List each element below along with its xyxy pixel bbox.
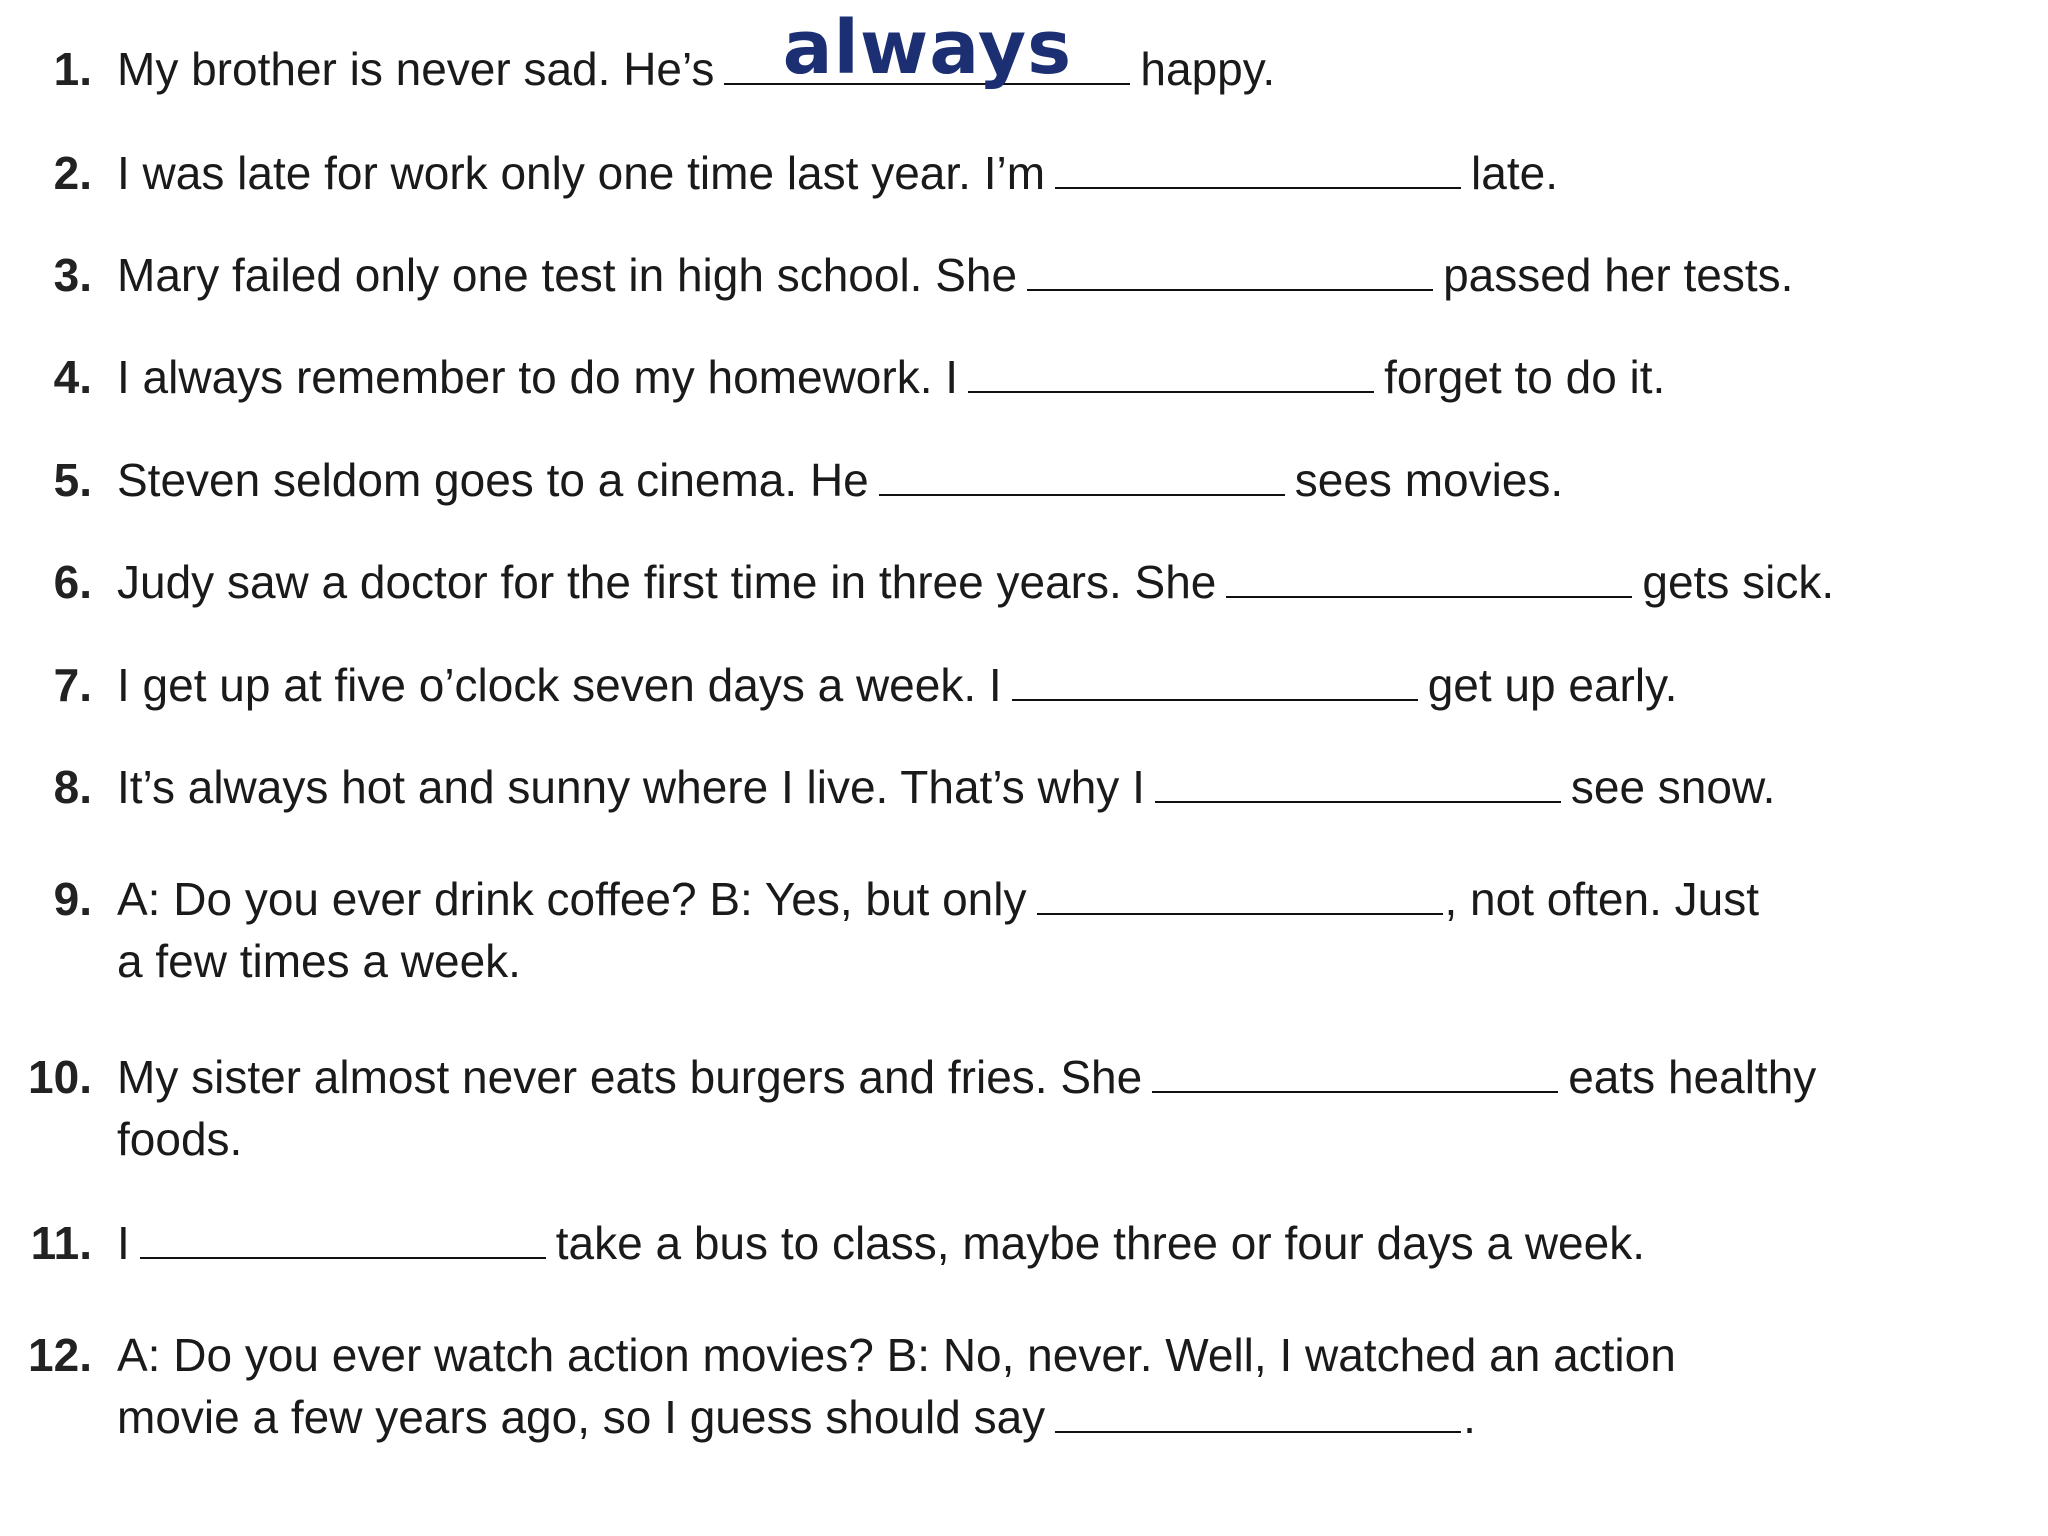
item-number: 9. bbox=[53, 873, 92, 925]
sentence-before-blank: My sister almost never eats burgers and fries. She bbox=[117, 1051, 1143, 1103]
item-text bbox=[117, 244, 1793, 306]
item-continuation bbox=[117, 1386, 1476, 1448]
answer-blank[interactable] bbox=[1027, 259, 1433, 291]
item-number: 1. bbox=[53, 43, 92, 95]
sentence-before-blank: A: Do you ever drink coffee? B: Yes, but only bbox=[117, 873, 1027, 925]
sentence-before-blank: My brother is never sad. He’s bbox=[117, 43, 715, 95]
handwritten-answer: always bbox=[782, 5, 1073, 91]
sentence-before-blank: I was late for work only one time last year. I’m bbox=[117, 147, 1046, 199]
item-text bbox=[117, 142, 1558, 204]
sentence-after-blank: eats healthy bbox=[1568, 1051, 1817, 1103]
answer-blank[interactable] bbox=[1055, 157, 1461, 189]
sentence-before-blank: I bbox=[117, 1217, 130, 1269]
sentence-before-blank: Judy saw a doctor for the first time in three years. She bbox=[117, 556, 1217, 608]
item-number: 3. bbox=[53, 249, 92, 301]
answer-blank[interactable] bbox=[1012, 669, 1418, 701]
item-text bbox=[117, 654, 1677, 716]
sentence-after-blank: passed her tests. bbox=[1443, 249, 1794, 301]
sentence-after-blank: see snow. bbox=[1570, 761, 1776, 813]
answer-blank[interactable] bbox=[140, 1227, 546, 1259]
sentence-after-blank: forget to do it. bbox=[1384, 351, 1666, 403]
item-number: 12. bbox=[28, 1329, 92, 1381]
sentence-before-blank: Mary failed only one test in high school. She bbox=[117, 249, 1018, 301]
exercise-item-9 bbox=[0, 868, 2000, 992]
answer-blank[interactable] bbox=[1152, 1061, 1558, 1093]
item-number: 6. bbox=[53, 556, 92, 608]
sentence-after-blank: gets sick. bbox=[1642, 556, 1835, 608]
item-continuation: foods. bbox=[117, 1113, 243, 1165]
answer-blank[interactable] bbox=[879, 464, 1285, 496]
item-number: 10. bbox=[28, 1051, 92, 1103]
item-text bbox=[117, 346, 1665, 408]
item-text bbox=[117, 5, 1276, 100]
sentence-after-blank: . bbox=[1463, 1391, 1476, 1443]
exercise-item-10 bbox=[0, 1046, 2000, 1170]
item-text bbox=[117, 1212, 1645, 1274]
item-number: 2. bbox=[53, 147, 92, 199]
sentence-after-blank: get up early. bbox=[1427, 659, 1678, 711]
item-text: A: Do you ever watch action movies? B: No, never. Well, I watched an action bbox=[117, 1329, 1676, 1381]
item-continuation: a few times a week. bbox=[117, 935, 521, 987]
item-text bbox=[117, 551, 1834, 613]
item-text bbox=[117, 868, 1759, 930]
item-number: 7. bbox=[53, 659, 92, 711]
sentence-before-blank: movie a few years ago, so I guess should say bbox=[117, 1391, 1046, 1443]
sentence-after-blank: late. bbox=[1471, 147, 1558, 199]
answer-blank[interactable] bbox=[1155, 771, 1561, 803]
sentence-before-blank: It’s always hot and sunny where I live. That’s why I bbox=[117, 761, 1145, 813]
answer-blank[interactable] bbox=[1226, 566, 1632, 598]
sentence-before-blank: I always remember to do my homework. I bbox=[117, 351, 959, 403]
item-number: 8. bbox=[53, 761, 92, 813]
sentence-after-blank: , not often. Just bbox=[1444, 873, 1760, 925]
answer-blank[interactable] bbox=[968, 361, 1374, 393]
item-text bbox=[117, 1046, 1816, 1108]
item-text bbox=[117, 756, 1775, 818]
sentence-after-blank: sees movies. bbox=[1294, 454, 1564, 506]
item-number: 4. bbox=[53, 351, 92, 403]
answer-blank[interactable] bbox=[1055, 1401, 1461, 1433]
sentence-before-blank: Steven seldom goes to a cinema. He bbox=[117, 454, 869, 506]
item-number: 11. bbox=[30, 1217, 92, 1269]
answer-blank[interactable] bbox=[724, 5, 1130, 91]
exercise-item-12 bbox=[0, 1324, 2000, 1448]
answer-blank[interactable] bbox=[1037, 883, 1443, 915]
sentence-before-blank: I get up at five o’clock seven days a week. I bbox=[117, 659, 1002, 711]
sentence-after-blank: happy. bbox=[1140, 43, 1276, 95]
sentence-after-blank: take a bus to class, maybe three or four days a week. bbox=[555, 1217, 1646, 1269]
item-number: 5. bbox=[53, 454, 92, 506]
item-text bbox=[117, 449, 1563, 511]
